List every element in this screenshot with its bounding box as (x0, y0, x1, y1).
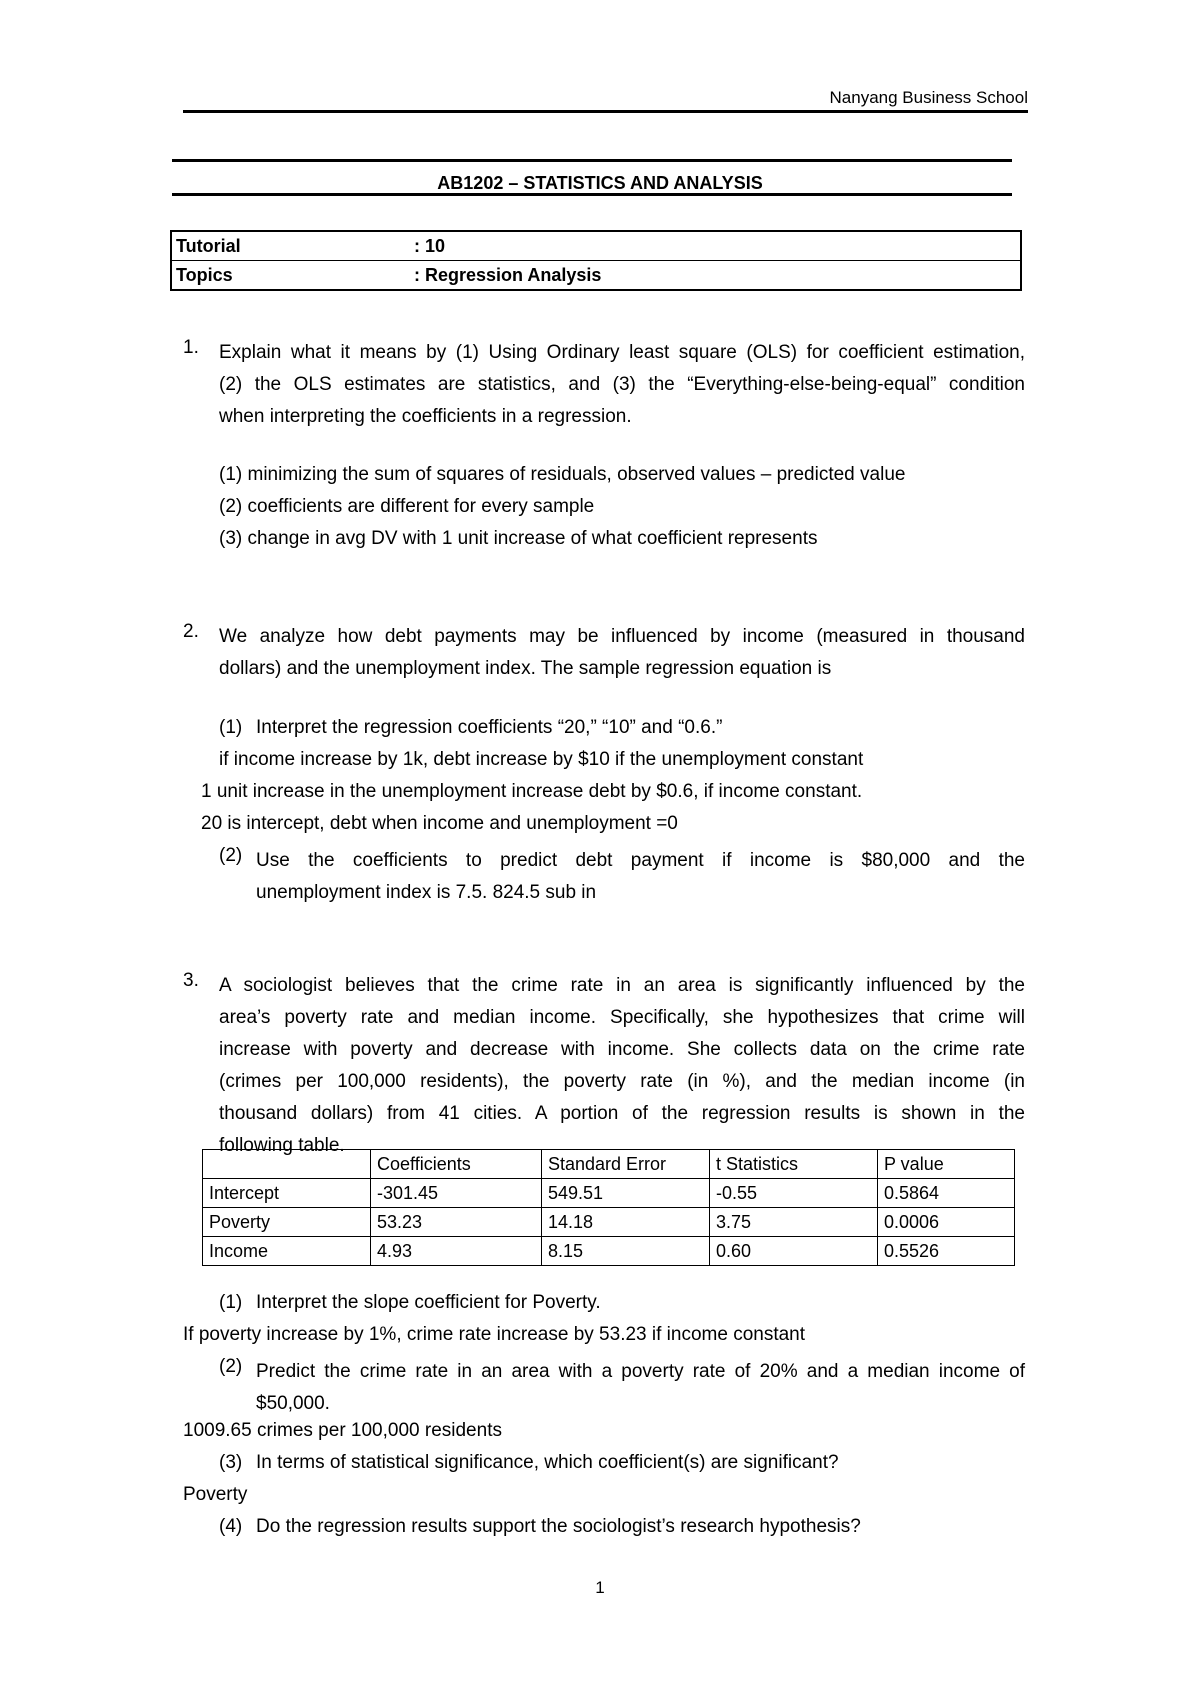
table-row (203, 1208, 1015, 1237)
table-header-cell: Standard Error (542, 1150, 710, 1179)
q1-line-2: (2) the OLS estimates are statistics, and (3) the “Everything-else-being-equal” condition (219, 374, 1025, 395)
table-cell: -0.55 (710, 1179, 878, 1208)
q3-sub1-number: (1) (219, 1292, 243, 1313)
q3-question (219, 970, 1025, 1162)
table-cell: 0.0006 (878, 1208, 1015, 1237)
q3-line-2: area’s poverty rate and median income. Specifically, she hypothesizes that crime will (219, 1007, 1025, 1028)
info-value-topics: : Regression Analysis (414, 264, 602, 285)
q2-line-2: dollars) and the unemployment index. The sample regression equation is (219, 658, 832, 679)
q3-answer-2: 1009.65 crimes per 100,000 residents (183, 1420, 502, 1441)
q2-sub1-text: Interpret the regression coefficients “20,” “10” and “0.6.” (256, 717, 723, 738)
q1-answer-3: (3) change in avg DV with 1 unit increase of what coefficient represents (219, 528, 818, 549)
table-cell: 8.15 (542, 1237, 710, 1266)
info-row-tutorial (171, 231, 1021, 261)
q3-sub1-text: Interpret the slope coefficient for Poverty. (256, 1292, 601, 1313)
q2-question (219, 621, 1025, 685)
title-rule-bottom (172, 193, 1012, 196)
table-cell: 549.51 (542, 1179, 710, 1208)
q1-answer-1: (1) minimizing the sum of squares of residuals, observed values – predicted value (219, 464, 906, 485)
q3-sub3-number: (3) (219, 1452, 243, 1473)
q3-sub3-text: In terms of statistical significance, which coefficient(s) are significant? (256, 1452, 839, 1473)
q3-line-1: A sociologist believes that the crime rate in an area is significantly influenced by the (219, 975, 1025, 996)
table-cell: 0.5526 (878, 1237, 1015, 1266)
header-school-name: Nanyang Business School (829, 88, 1028, 107)
q1-number: 1. (183, 337, 199, 358)
q2-number: 2. (183, 621, 199, 642)
table-header-cell: P value (878, 1150, 1015, 1179)
q3-number: 3. (183, 970, 199, 991)
q2-answer-1: if income increase by 1k, debt increase by $10 if the unemployment constant (219, 749, 864, 770)
q3-sub2-number: (2) (219, 1356, 243, 1377)
table-row (203, 1237, 1015, 1266)
table-cell: 14.18 (542, 1208, 710, 1237)
table-cell: 4.93 (371, 1237, 542, 1266)
title-rule-top (172, 159, 1012, 162)
table-header-cell: t Statistics (710, 1150, 878, 1179)
q3-line-3: increase with poverty and decrease with income. She collects data on the crime rate (219, 1039, 1025, 1060)
q1-answer-2: (2) coefficients are different for every sample (219, 496, 595, 517)
table-header-cell (203, 1150, 371, 1179)
q3-line-5: thousand dollars) from 41 cities. A portion of the regression results is shown in the (219, 1103, 1025, 1124)
q3-line-4: (crimes per 100,000 residents), the poverty rate (in %), and the median income (in (219, 1071, 1025, 1092)
q2-sub2-line-2: unemployment index is 7.5. 824.5 sub in (256, 882, 597, 903)
q2-answer-3: 20 is intercept, debt when income and unemployment =0 (201, 813, 678, 834)
header-rule (183, 110, 1028, 113)
q2-sub2-number: (2) (219, 845, 243, 866)
table-cell: 3.75 (710, 1208, 878, 1237)
q1-question (219, 337, 1025, 433)
table-header-row (203, 1150, 1015, 1179)
info-value-tutorial: : 10 (410, 231, 1021, 261)
table-cell: Income (203, 1237, 371, 1266)
course-title: AB1202 – STATISTICS AND ANALYSIS (437, 173, 763, 193)
table-cell: -301.45 (371, 1179, 542, 1208)
info-label-tutorial: Tutorial (171, 231, 410, 261)
q3-sub2-text (256, 1356, 1025, 1420)
info-label-topics: Topics (176, 264, 233, 285)
regression-results-table (202, 1149, 1015, 1266)
q3-sub4-text: Do the regression results support the sociologist’s research hypothesis? (256, 1516, 861, 1537)
q2-sub2-text (256, 845, 1025, 909)
table-cell: Poverty (203, 1208, 371, 1237)
q1-line-1: Explain what it means by (1) Using Ordinary least square (OLS) for coefficient estimation, (219, 342, 1025, 363)
page-number: 1 (595, 1578, 605, 1597)
table-cell: Intercept (203, 1179, 371, 1208)
q1-line-3: when interpreting the coefficients in a regression. (219, 406, 632, 427)
q2-sub2-line-1: Use the coefficients to predict debt payment if income is $80,000 and the (256, 850, 1025, 871)
q2-sub1-number: (1) (219, 717, 243, 738)
q2-answer-2: 1 unit increase in the unemployment increase debt by $0.6, if income constant. (201, 781, 863, 802)
tutorial-info-table (170, 230, 1022, 291)
table-header-cell: Coefficients (371, 1150, 542, 1179)
q3-sub2-line-1: Predict the crime rate in an area with a poverty rate of 20% and a median income of (256, 1361, 1025, 1382)
q3-sub2-line-2: $50,000. (256, 1393, 330, 1414)
q2-line-1: We analyze how debt payments may be influenced by income (measured in thousand (219, 626, 1025, 647)
info-row-topics (171, 261, 1021, 291)
table-cell: 0.60 (710, 1237, 878, 1266)
q3-answer-3: Poverty (183, 1484, 248, 1505)
q3-answer-1: If poverty increase by 1%, crime rate increase by 53.23 if income constant (183, 1324, 806, 1345)
q3-line-6: following table. (219, 1135, 345, 1156)
table-cell: 53.23 (371, 1208, 542, 1237)
table-cell: 0.5864 (878, 1179, 1015, 1208)
q3-sub4-number: (4) (219, 1516, 243, 1537)
table-row (203, 1179, 1015, 1208)
